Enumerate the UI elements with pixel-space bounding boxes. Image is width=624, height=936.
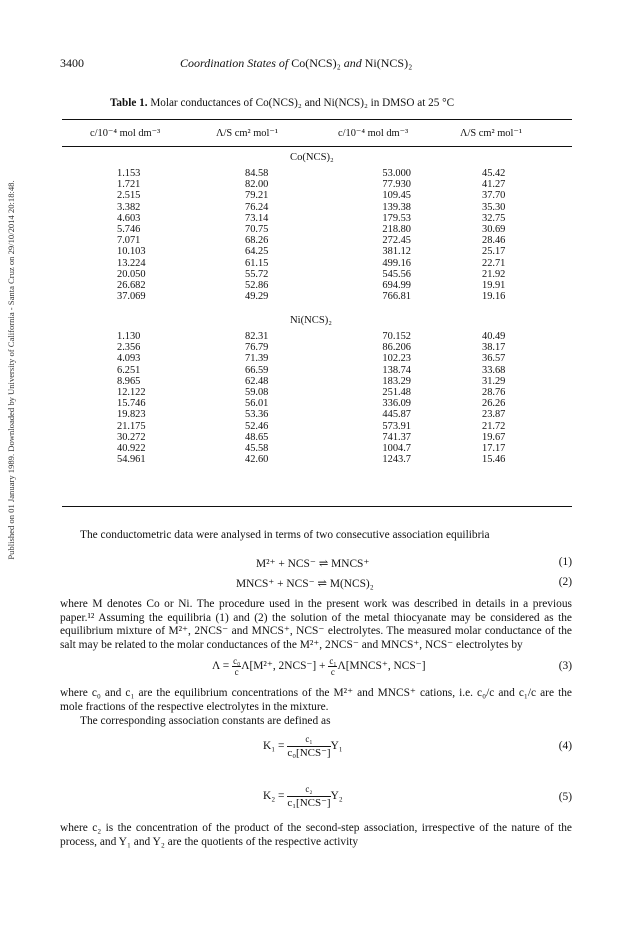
table-cell: 84.58: [245, 168, 269, 179]
table-cell: 30.69: [482, 223, 506, 235]
equation-3-term-2: Λ[MNCS⁺, NCS⁻]: [337, 660, 426, 673]
header-conc-1: c/10⁻⁴ mol dm⁻³: [90, 128, 161, 139]
table-cell: 71.39: [245, 353, 269, 365]
table-cell: 21.92: [482, 268, 506, 280]
table-cell: 40.49: [482, 331, 506, 342]
table-cell: 61.15: [245, 257, 269, 269]
table-cell: 42.60: [245, 454, 269, 466]
cobalt-cond-col-2: [482, 168, 518, 302]
table-cell: 499.16: [382, 257, 411, 269]
equation-4-number: (4): [558, 740, 572, 752]
table-cell: 741.37: [382, 431, 411, 443]
table-cell: 15.46: [482, 454, 506, 466]
table-cell: 12.122: [117, 386, 146, 398]
table-cell: 48.65: [245, 431, 269, 443]
equation-3-term-1: Λ[M²⁺, 2NCS⁻] +: [241, 660, 326, 673]
table-cell: 40.922: [117, 442, 146, 454]
table-cell: 35.30: [482, 201, 506, 213]
fraction-numerator: c₀: [233, 656, 241, 666]
table-cell: 76.24: [245, 201, 269, 213]
table-cell: 79.21: [245, 190, 269, 202]
table-cell: 251.48: [382, 386, 411, 398]
table-cell: 8.965: [117, 375, 141, 387]
table-cell: 102.23: [382, 353, 411, 365]
running-title-nickel: Ni(NCS)₂: [364, 56, 413, 70]
table-cell: 109.45: [382, 190, 411, 202]
table-cell: 2.356: [117, 342, 141, 354]
nickel-conc-col-2: [365, 331, 411, 465]
fraction-k2: [287, 783, 330, 810]
running-title-italic: Coordination States of: [180, 56, 289, 70]
table-cell: 19.823: [117, 409, 146, 421]
table-cell: 52.86: [245, 279, 269, 291]
table-cell: 4.603: [117, 212, 141, 224]
fraction-denominator: c₀[NCS⁻]: [287, 747, 331, 759]
table-cell: 32.75: [482, 212, 506, 224]
table-cell: 21.175: [117, 420, 146, 432]
table-cell: 23.87: [482, 409, 506, 421]
table-cell: 5.746: [117, 223, 141, 235]
table-cell: 218.80: [382, 223, 411, 235]
table-cell: 272.45: [382, 235, 411, 247]
fraction-denominator: c: [330, 667, 335, 677]
paragraph-method: where M denotes Co or Ni. The procedure used in the present work was described in details in a previous paper.¹² Assuming the equilibria (1) and (2) the solution of the metal thiocyanate may be considered as the equilibrium mixture of M²⁺, 2NCS⁻ and MNCS⁺, NCS⁻ electrolytes. The measured molar conductance of the salt may be related to the molar conductances of the M²⁺, 2NCS⁻ and MNCS⁺, NCS⁻ electrolytes by: [60, 598, 572, 651]
table-cell: 86.206: [382, 342, 411, 354]
running-title-cobalt: Co(NCS)₂: [291, 56, 341, 70]
table-cell: 28.46: [482, 235, 506, 247]
table-cell: 179.53: [382, 212, 411, 224]
equation-4-lhs: K₁ =: [263, 740, 285, 753]
table-cell: 4.093: [117, 353, 141, 365]
table-cell: 70.152: [382, 331, 411, 342]
download-note: Published on 01 January 1989. Downloaded by University of California - Santa Cruz on 29/10/2014 20:18:48.: [6, 180, 16, 560]
fraction-numerator: c₁: [329, 656, 337, 666]
table-cell: 53.36: [245, 409, 269, 421]
cobalt-conc-col-2: [365, 168, 411, 302]
table-top-rule: [62, 119, 572, 120]
table-cell: 694.99: [382, 279, 411, 291]
table-cell: 55.72: [245, 268, 269, 280]
fraction-denominator: c₁[NCS⁻]: [287, 797, 331, 809]
table-cell: 445.87: [382, 409, 411, 421]
table-cell: 13.224: [117, 257, 146, 269]
table-cell: 45.58: [245, 442, 269, 454]
table-caption-text: Molar conductances of Co(NCS)₂ and Ni(NCS)₂ in DMSO at 25 °C: [150, 97, 455, 109]
table-cell: 37.069: [117, 291, 146, 303]
cobalt-cond-col-1: [245, 168, 285, 302]
table-cell: 20.050: [117, 268, 146, 280]
section-title-cobalt: Co(NCS)₂: [290, 152, 334, 163]
table-cell: 41.27: [482, 179, 506, 191]
table-cell: 26.26: [482, 398, 506, 410]
table-cell: 38.17: [482, 342, 506, 354]
equation-1-number: (1): [558, 556, 572, 568]
table-cell: 381.12: [382, 246, 411, 258]
equation-1: M²⁺ + NCS⁻ ⇌ MNCS⁺: [256, 558, 370, 570]
table-cell: 17.17: [482, 442, 506, 454]
table-cell: 1.153: [117, 168, 141, 179]
table-cell: 10.103: [117, 246, 146, 258]
fraction-numerator: c₁: [287, 733, 330, 747]
table-cell: 19.91: [482, 279, 506, 291]
table-cell: 30.272: [117, 431, 146, 443]
table-cell: 52.46: [245, 420, 269, 432]
table-cell: 64.25: [245, 246, 269, 258]
paragraph-activity: where c₂ is the concentration of the product of the second-step association, irrespective of the nature of the process, and Y₁ and Y₂ are the quotients of the respective activity: [60, 822, 572, 848]
table-cell: 3.382: [117, 201, 141, 213]
table-cell: 7.071: [117, 235, 141, 247]
equation-4: [263, 733, 343, 760]
table-label: Table 1.: [110, 97, 148, 109]
section-title-nickel: Ni(NCS)₂: [290, 315, 332, 326]
equation-4-rhs: Y₁: [330, 740, 343, 753]
nickel-conc-col-1: [117, 331, 167, 465]
table-cell: 19.16: [482, 291, 506, 303]
nickel-cond-col-1: [245, 331, 285, 465]
table-cell: 49.29: [245, 291, 269, 303]
table-cell: 53.000: [382, 168, 411, 179]
table-cell: 28.76: [482, 386, 506, 398]
running-title-and: and: [343, 56, 362, 70]
equation-3-lhs: Λ =: [212, 660, 230, 673]
table-cell: 336.09: [382, 398, 411, 410]
table-cell: 15.746: [117, 398, 146, 410]
table-cell: 6.251: [117, 364, 141, 376]
table-cell: 766.81: [382, 291, 411, 303]
paragraph-intro: The conductometric data were analysed in terms of two consecutive association equilibria: [80, 529, 490, 541]
table-cell: 70.75: [245, 223, 269, 235]
table-cell: 62.48: [245, 375, 269, 387]
table-cell: 545.56: [382, 268, 411, 280]
equation-5-rhs: Y₂: [330, 790, 343, 803]
table-cell: 54.961: [117, 454, 146, 466]
table-caption: [110, 97, 454, 109]
table-cell: 139.38: [382, 201, 411, 213]
fraction-k1: [287, 733, 330, 760]
table-cell: 26.682: [117, 279, 146, 291]
table-cell: 66.59: [245, 364, 269, 376]
paragraph-constants: The corresponding association constants are defined as: [80, 715, 331, 727]
equation-3: [212, 656, 426, 677]
table-bottom-rule: [62, 506, 572, 507]
table-cell: 77.930: [382, 179, 411, 191]
table-cell: 1004.7: [382, 442, 411, 454]
table-cell: 25.17: [482, 246, 506, 258]
table-cell: 2.515: [117, 190, 141, 202]
header-cond-1: Λ/S cm² mol⁻¹: [216, 128, 278, 139]
paragraph-concentrations: where c₀ and c₁ are the equilibrium concentrations of the M²⁺ and MNCS⁺ cations, i.e. c₀/c and c₁/c are the mole fractions of the respective electrolytes in the mixture.: [60, 687, 572, 713]
cobalt-conc-col-1: [117, 168, 167, 302]
download-watermark: [2, 90, 20, 650]
running-head: [60, 56, 570, 74]
table-cell: 33.68: [482, 364, 506, 376]
table-cell: 1.721: [117, 179, 141, 191]
table-cell: 56.01: [245, 398, 269, 410]
table-cell: 1.130: [117, 331, 141, 342]
table-cell: 22.71: [482, 257, 506, 269]
equation-2: MNCS⁺ + NCS⁻ ⇌ M(NCS)₂: [236, 578, 374, 590]
table-cell: 82.31: [245, 331, 269, 342]
table-cell: 76.79: [245, 342, 269, 354]
table-cell: 573.91: [382, 420, 411, 432]
equation-5: [263, 783, 343, 810]
table-header-rule: [62, 146, 572, 147]
fraction-numerator: c₂: [287, 783, 330, 797]
fraction-c0-over-c: [232, 656, 241, 677]
table-cell: 183.29: [382, 375, 411, 387]
table-cell: 1243.7: [382, 454, 411, 466]
running-title: [180, 56, 412, 71]
nickel-cond-col-2: [482, 331, 518, 465]
equation-3-number: (3): [558, 660, 572, 672]
table-cell: 21.72: [482, 420, 506, 432]
equation-5-number: (5): [558, 791, 572, 803]
table-cell: 73.14: [245, 212, 269, 224]
header-conc-2: c/10⁻⁴ mol dm⁻³: [338, 128, 409, 139]
page-number: 3400: [60, 56, 84, 70]
table-cell: 45.42: [482, 168, 506, 179]
table-cell: 138.74: [382, 364, 411, 376]
equation-5-lhs: K₂ =: [263, 790, 285, 803]
table-cell: 19.67: [482, 431, 506, 443]
equation-2-number: (2): [558, 576, 572, 588]
table-cell: 36.57: [482, 353, 506, 365]
header-cond-2: Λ/S cm² mol⁻¹: [460, 128, 522, 139]
table-cell: 59.08: [245, 386, 269, 398]
table-cell: 31.29: [482, 375, 506, 387]
table-cell: 37.70: [482, 190, 506, 202]
table-cell: 82.00: [245, 179, 269, 191]
fraction-denominator: c: [234, 667, 239, 677]
table-cell: 68.26: [245, 235, 269, 247]
